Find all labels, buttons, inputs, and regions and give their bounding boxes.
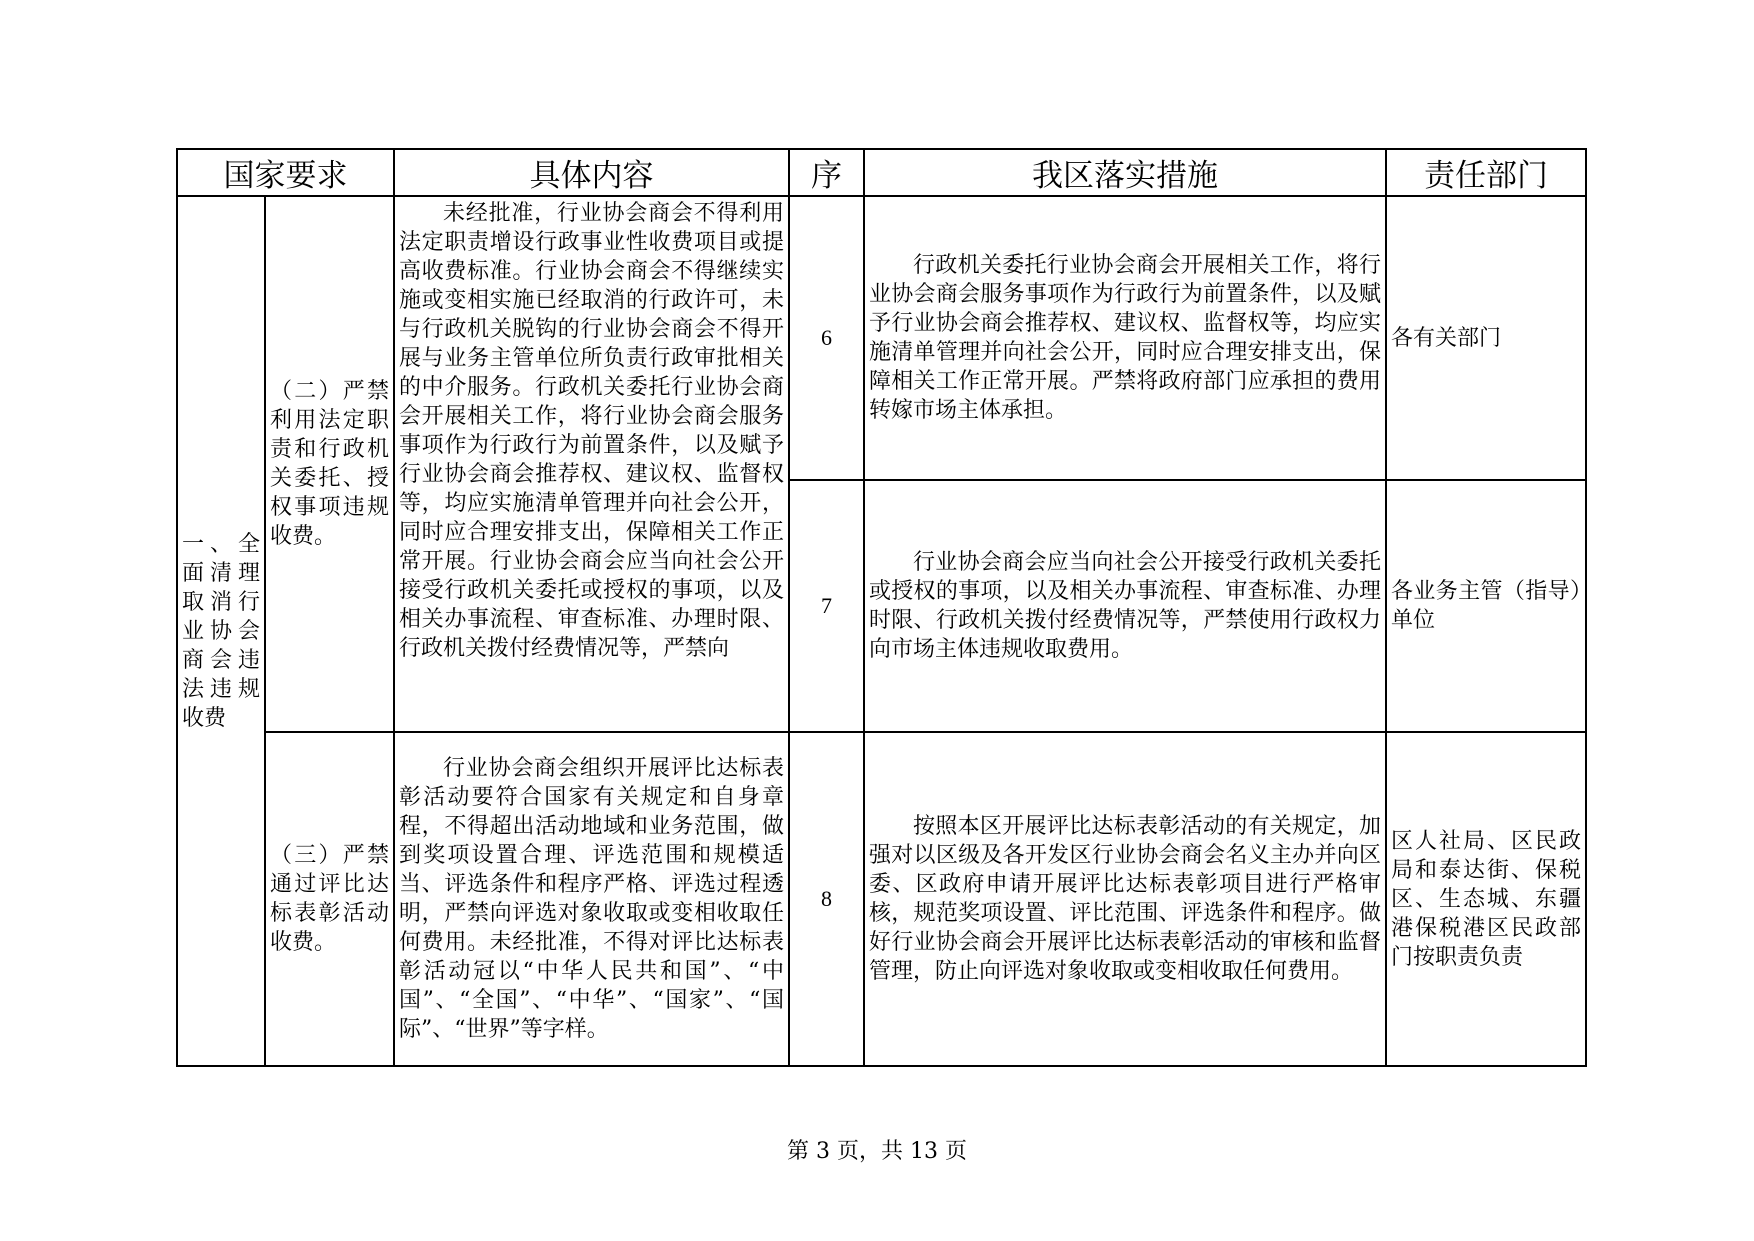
policy-table bbox=[176, 148, 1587, 1067]
section-title-cell bbox=[177, 196, 265, 1066]
table-header-row bbox=[177, 149, 1586, 196]
department-text: 区人社局、区民政局和泰达街、保税区、生态城、东疆港保税港区民政部门按职责负责 bbox=[1391, 828, 1581, 970]
subsection-title: （三）严禁通过评比达标表彰活动收费。 bbox=[270, 843, 389, 955]
measure-cell bbox=[864, 732, 1386, 1066]
table-row bbox=[177, 732, 1586, 1066]
row-seq-cell bbox=[789, 732, 864, 1066]
header-national-requirement: 国家要求 bbox=[177, 149, 394, 196]
subsection-content-cell bbox=[394, 196, 789, 732]
department-cell bbox=[1386, 480, 1586, 732]
department-text: 各有关部门 bbox=[1391, 325, 1502, 351]
row-seq: 8 bbox=[821, 886, 832, 911]
row-seq: 7 bbox=[821, 593, 832, 618]
header-local-measures: 我区落实措施 bbox=[864, 149, 1386, 196]
header-responsible-department: 责任部门 bbox=[1386, 149, 1586, 196]
measure-cell bbox=[864, 480, 1386, 732]
subsection-content: 未经批准，行业协会商会不得利用法定职责增设行政事业性收费项目或提高收费标准。行业协会商会不得继续实施或变相实施已经取消的行政许可，未与行政机关脱钩的行业协会商会不得开展与业务主管单位所负责行政审批相关的中介服务。行政机关委托行业协会商会开展相关工作，将行业协会商会服务事项作为行政行为前置条件，以及赋予行业协会商会推荐权、建议权、监督权等，均应实施清单管理并向社会公开，同时应合理安排支出，保障相关工作正常开展。行业协会商会应当向社会公开接受行政机关委托或授权的事项，以及相关办事流程、审查标准、办理时限、行政机关拨付经费情况等，严禁向 bbox=[399, 201, 784, 661]
row-seq-cell bbox=[789, 480, 864, 732]
measure-text: 行政机关委托行业协会商会开展相关工作，将行业协会商会服务事项作为行政行为前置条件，以及赋予行业协会商会推荐权、建议权、监督权等，均应实施清单管理并向社会公开，同时应合理安排支出，保障相关工作正常开展。严禁将政府部门应承担的费用转嫁市场主体承担。 bbox=[869, 253, 1381, 423]
subsection-title-cell bbox=[265, 196, 394, 732]
subsection-content-cell bbox=[394, 732, 789, 1066]
measure-text: 按照本区开展评比达标表彰活动的有关规定，加强对以区级及各开发区行业协会商会名义主办并向区委、区政府申请开展评比达标表彰项目进行严格审核，规范奖项设置、评比范围、评选条件和程序。做好行业协会商会开展评比达标表彰活动的审核和监督管理，防止向评选对象收取或变相收取任何费用。 bbox=[869, 814, 1381, 984]
measure-text: 行业协会商会应当向社会公开接受行政机关委托或授权的事项，以及相关办事流程、审查标准、办理时限、行政机关拨付经费情况等，严禁使用行政权力向市场主体违规收取费用。 bbox=[869, 550, 1381, 662]
subsection-content: 行业协会商会组织开展评比达标表彰活动要符合国家有关规定和自身章程，不得超出活动地域和业务范围，做到奖项设置合理、评选范围和规模适当、评选条件和程序严格、评选过程透明，严禁向评选对象收取或变相收取任何费用。未经批准，不得对评比达标表彰活动冠以“中华人民共和国”、“中国”、“全国”、“中华”、“国家”、“国际”、“世界”等字样。 bbox=[399, 756, 784, 1042]
department-text: 各业务主管（指导）单位 bbox=[1391, 579, 1581, 633]
row-seq: 6 bbox=[821, 325, 832, 350]
department-cell bbox=[1386, 196, 1586, 480]
section-title: 一、全面清理取消行业协会商会违法违规收费 bbox=[182, 531, 260, 731]
row-seq-cell bbox=[789, 196, 864, 480]
table-row bbox=[177, 196, 1586, 480]
department-cell bbox=[1386, 732, 1586, 1066]
subsection-title: （二）严禁利用法定职责和行政机关委托、授权事项违规收费。 bbox=[270, 379, 389, 549]
measure-cell bbox=[864, 196, 1386, 480]
header-specific-content: 具体内容 bbox=[394, 149, 789, 196]
policy-table-sheet bbox=[176, 148, 1587, 1067]
header-sequence: 序 bbox=[789, 149, 864, 196]
subsection-title-cell bbox=[265, 732, 394, 1066]
page-footer: 第 3 页，共 13 页 bbox=[787, 1139, 967, 1164]
